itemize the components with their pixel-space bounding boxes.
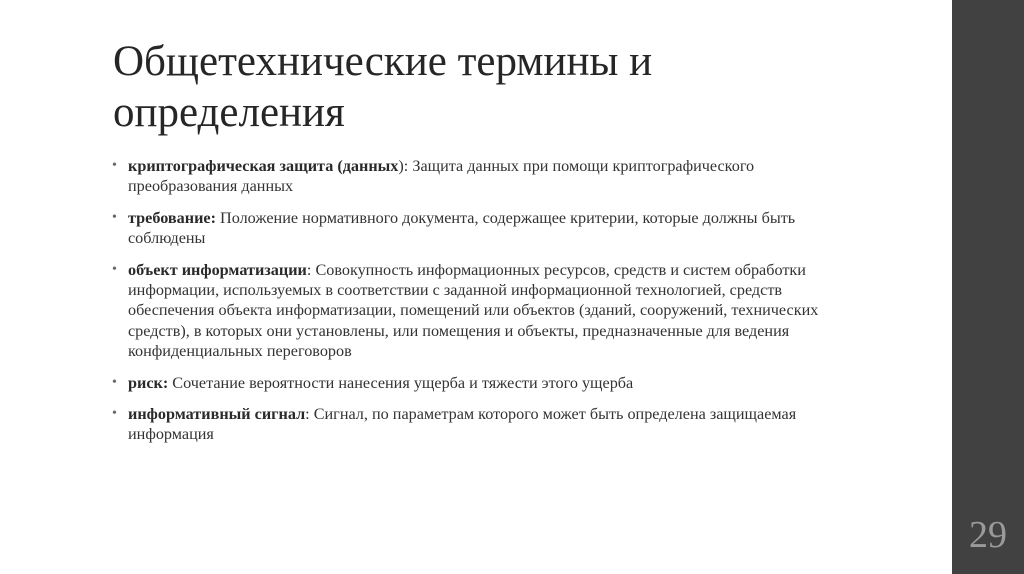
term-name: объект информатизации [128,260,307,279]
bullet-icon: • [112,261,117,277]
list-item [112,373,842,393]
term-definition: Сочетание вероятности нанесения ущерба и тяжести этого ущерба [168,373,634,392]
term-name: риск: [128,373,169,392]
list-item [112,208,842,249]
term-definition: Совокупность информационных ресурсов, средств и систем обработки информации, используемых в соответствии с заданной информационной технологией, средств обеспечения объекта информатизации, помещений или объектов (зданий, сооружений, технических средств), в которых они установлены, или помещения и объекты, предназначенные для ведения конфиденциальных переговоров [128,260,819,361]
slide-title: Общетехнические термины и определения [113,38,653,136]
term-definition: Защита данных при помощи криптографического преобразования данных [128,157,755,196]
term-separator: : [306,260,312,279]
term-name: требование: [128,208,216,227]
bullet-icon: • [112,374,117,390]
terms-list [112,156,842,456]
page-number: 29 [969,514,1007,556]
bullet-icon: • [112,158,117,173]
page-sidebar [952,0,1024,574]
list-item [112,260,842,362]
term-name: информативный сигнал [128,405,306,424]
term-separator: ): [398,157,409,175]
bullet-icon: • [112,209,117,225]
list-item [112,156,842,197]
term-definition: Сигнал, по параметрам которого может быть определена защищаемая информация [128,405,797,444]
term-separator: : [305,405,310,424]
term-name: криптографическая защита (данных [128,157,399,175]
bullet-icon: • [112,406,117,422]
list-item [112,404,842,445]
term-definition: Положение нормативного документа, содержащее критерии, которые должны быть соблюдены [128,208,796,248]
